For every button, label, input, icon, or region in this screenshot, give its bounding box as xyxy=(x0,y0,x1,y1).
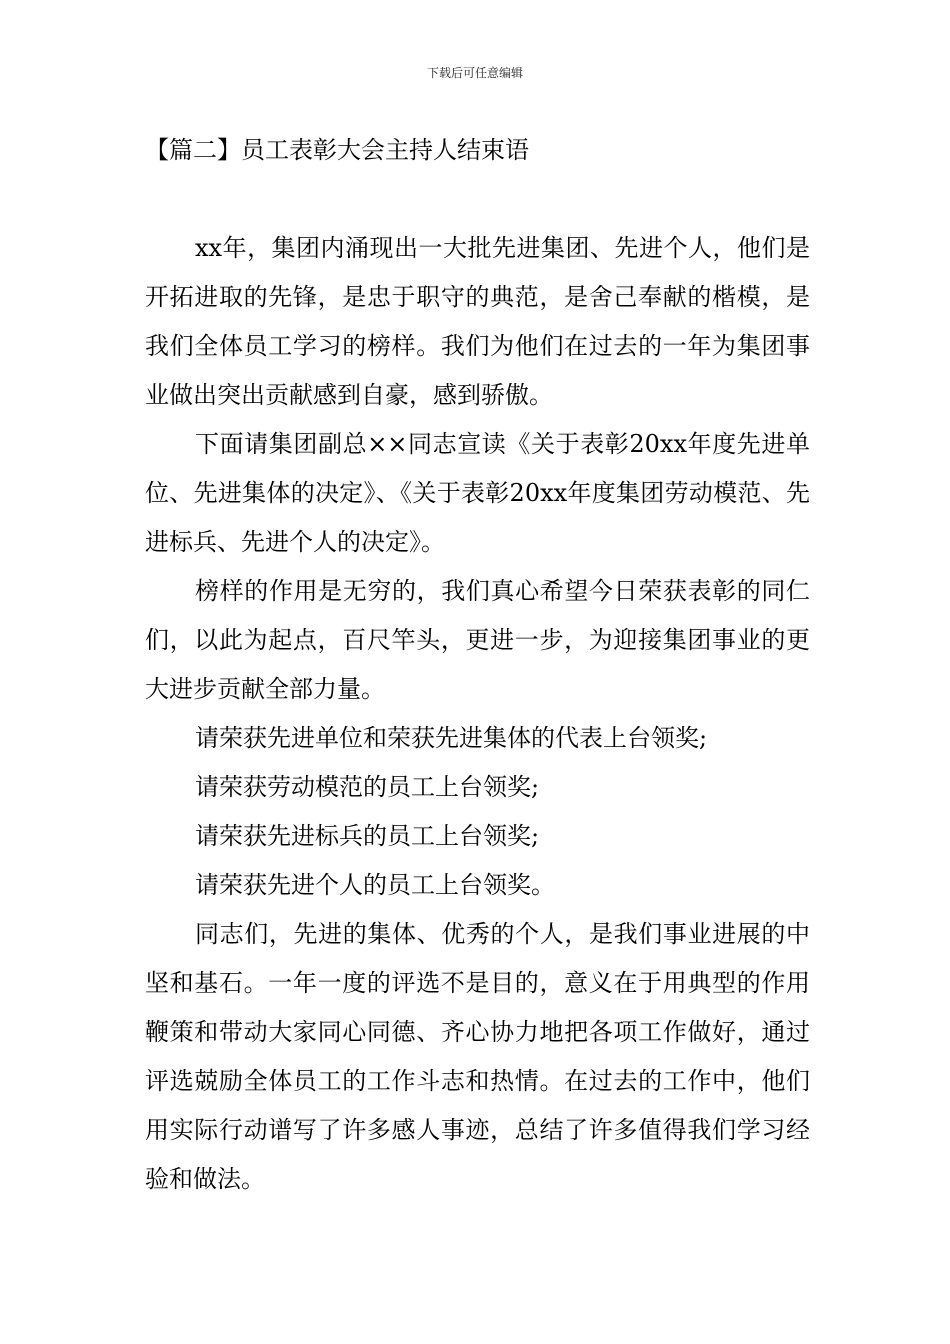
paragraph-announcement: 下面请集团副总××同志宣读《关于表彰20xx年度先进单位、先进集体的决定》、《关于表彰20xx年度集团劳动模范、先进标兵、先进个人的决定》。 xyxy=(145,430,810,556)
paragraph-closing: 同志们，先进的集体、优秀的个人，是我们事业进展的中坚和基石。一年一度的评选不是目的，意义在于用典型的作用鞭策和带动大家同心同德、齐心协力地把各项工作做好，通过评选兢励全体员工的工作斗志和热情。在过去的工作中，他们用实际行动谱写了许多感人事迹，总结了许多值得我们学习经验和做法。 xyxy=(145,920,810,1193)
page-header: 下载后可任意编辑 xyxy=(426,66,523,80)
paragraph-role-model: 榜样的作用是无穷的，我们真心希望今日荣获表彰的同仁们，以此为起点，百尺竿头，更进一步，为迎接集团事业的更大进步贡献全部力量。 xyxy=(145,577,810,703)
award-line-pacesetters: 请荣获先进标兵的员工上台领奖; xyxy=(195,822,540,850)
document-title: 【篇二】员工表彰大会主持人结束语 xyxy=(145,136,529,164)
document-body xyxy=(145,224,810,1204)
award-line-labor-models: 请荣获劳动模范的员工上台领奖; xyxy=(195,773,540,801)
paragraph-commendation: xx年，集团内涌现出一大批先进集团、先进个人，他们是开拓进取的先锋，是忠于职守的典范，是舍己奉献的楷模，是我们全体员工学习的榜样。我们为他们在过去的一年为集团事业做出突出贡献感到自豪，感到骄傲。 xyxy=(145,234,810,409)
award-line-units: 请荣获先进单位和荣获先进集体的代表上台领奖; xyxy=(195,724,708,752)
award-line-individuals: 请荣获先进个人的员工上台领奖。 xyxy=(195,871,555,899)
